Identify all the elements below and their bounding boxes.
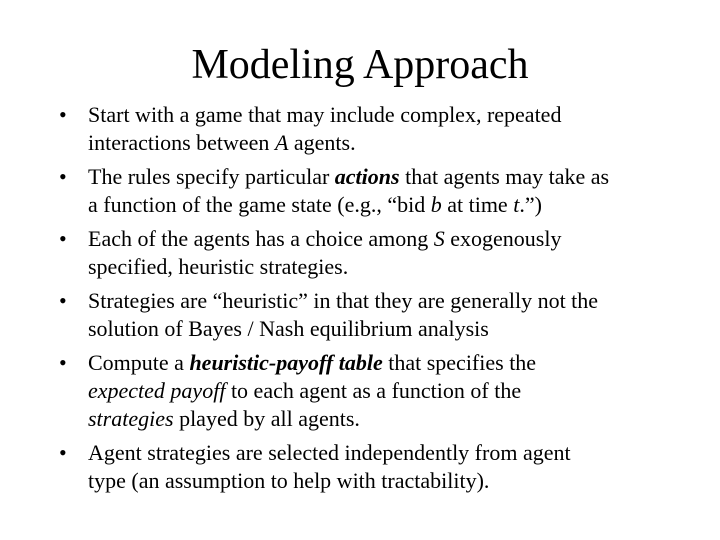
bullet-marker: • [59,226,67,251]
bullet-text: type (an assumption to help with tractability). [88,468,490,493]
emphasis-text: t [513,192,520,217]
bullet-text: played by all agents. [173,406,360,431]
bullet-line [88,439,680,467]
bullet-line [88,163,680,191]
bullet-text: at time [441,192,514,217]
bullet-text: Strategies are “heuristic” in that they are generally not the [88,288,599,313]
bullet-marker: • [59,102,67,127]
bullet-text: that specifies the [382,350,537,375]
emphasis-text: A [274,130,289,155]
bullet-marker: • [59,440,67,465]
bullet-text: .”) [519,192,542,217]
bullet-text: specified, heuristic strategies. [88,254,349,279]
emphasis-text: expected payoff [88,378,226,403]
bullet-text: Compute a [88,350,190,375]
bullet-line [88,191,680,219]
emphasis-text: heuristic-payoff table [189,350,383,375]
bullet-line [88,287,680,315]
bullet-text: Agent strategies are selected independently from agent [88,440,571,465]
bullet-line [88,315,680,343]
bullet-list [0,101,720,501]
bullet-text: that agents may take as [399,164,610,189]
bullet-text: to each agent as a function of the [225,378,522,403]
bullet-line [88,405,680,433]
slide-title: Modeling Approach [191,42,529,88]
bullet-line [88,225,680,253]
bullet-item [0,225,720,281]
bullet-text: a function of the game state (e.g., “bid [88,192,431,217]
bullet-text: agents. [288,130,356,155]
bullet-item [0,163,720,219]
emphasis-text: strategies [88,406,174,431]
bullet-item [0,101,720,157]
bullet-text: Start with a game that may include complex, repeated [88,102,562,127]
bullet-text: The rules specify particular [88,164,335,189]
bullet-text: solution of Bayes / Nash equilibrium analysis [88,316,489,341]
bullet-marker: • [59,350,67,375]
bullet-item [0,349,720,433]
emphasis-text: S [433,226,445,251]
bullet-line [88,377,680,405]
bullet-text: Each of the agents has a choice among [88,226,434,251]
emphasis-text: b [430,192,442,217]
emphasis-text: actions [334,164,400,189]
bullet-item [0,287,720,343]
bullet-line [88,129,680,157]
bullet-line [88,349,680,377]
bullet-item [0,439,720,495]
bullet-line [88,253,680,281]
bullet-text: interactions between [88,130,275,155]
bullet-line [88,101,680,129]
bullet-marker: • [59,164,67,189]
bullet-marker: • [59,288,67,313]
bullet-line [88,467,680,495]
bullet-text: exogenously [444,226,562,251]
